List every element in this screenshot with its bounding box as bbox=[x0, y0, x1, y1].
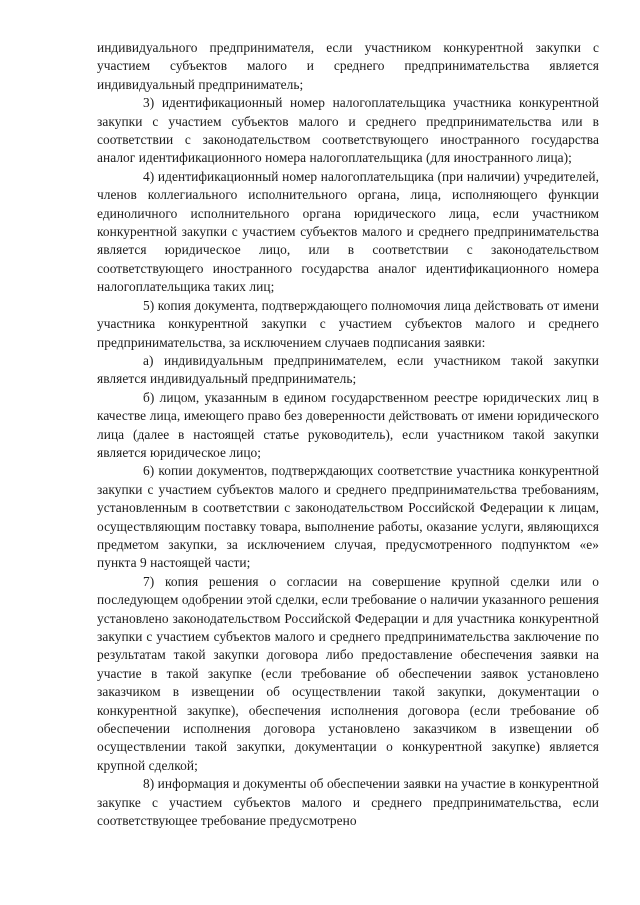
paragraph-item-5a: а) индивидуальным предпринимателем, если участником такой закупки является индивидуальный предприниматель; bbox=[97, 352, 599, 387]
paragraph-item-8: 8) информация и документы об обеспечении заявки на участие в конкурентной закупке с участием субъектов малого и среднего предпринимательства, если соответствующее требование предусмотрено bbox=[97, 776, 599, 829]
document-body bbox=[97, 39, 599, 830]
paragraph-item-3: 3) идентификационный номер налогоплательщика участника конкурентной закупки с участием субъектов малого и среднего предпринимательства или в соответствии с законодательством соответствующего иностранного государства аналог идентификационного номера налогоплательщика (для иностранного лица); bbox=[97, 95, 599, 166]
paragraph-item-5b: б) лицом, указанным в едином государственном реестре юридических лиц в качестве лица, имеющего право без доверенности действовать от имени юридического лица (далее в настоящей статье руководитель), если участником такой закупки является юридическое лицо; bbox=[97, 389, 599, 460]
paragraph-item-4: 4) идентификационный номер налогоплательщика (при наличии) учредителей, членов коллегиального исполнительного органа, лица, исполняющего функции единоличного исполнительного органа юридического лица, если участником конкурентной закупки с участием субъектов малого и среднего предпринимательства является юридическое лицо, или в соответствии с законодательством соответствующего иностранного государства аналог идентификационного номера налогоплательщика таких лиц; bbox=[97, 168, 599, 295]
paragraph-item-6: 6) копии документов, подтверждающих соответствие участника конкурентной закупки с участием субъектов малого и среднего предпринимательства требованиям, установленным в соответствии с законодательством Российской Федерации к лицам, осуществляющим поставку товара, выполнение работы, оказание услуги, являющихся предметом закупки, за исключением случая, предусмотренного подпунктом «е» пункта 9 настоящей части; bbox=[97, 463, 599, 571]
paragraph-item-7: 7) копия решения о согласии на совершение крупной сделки или о последующем одобрении этой сделки, если требование о наличии указанного решения установлено законодательством Российской Федерации и для участника конкурентной закупки с участием субъектов малого и среднего предпринимательства заключение по результатам такой закупки договора либо предоставление обеспечения заявки на участие в такой закупке (если требование об обеспечении заявок установлено заказчиком в извещении об осуществлении такой закупки, документации о конкурентной закупке), обеспечения исполнения договора (если требование об обеспечении исполнения договора установлено заказчиком в извещении об осуществлении такой закупки, документации о конкурентной закупке) является крупной сделкой; bbox=[97, 573, 599, 773]
paragraph-continuation: индивидуального предпринимателя, если участником конкурентной закупки с участием субъектов малого и среднего предпринимательства является индивидуальный предприниматель; bbox=[97, 40, 599, 92]
paragraph-item-5: 5) копия документа, подтверждающего полномочия лица действовать от имени участника конкурентной закупки с участием субъектов малого и среднего предпринимательства, за исключением случаев подписания заявки: bbox=[97, 297, 599, 350]
